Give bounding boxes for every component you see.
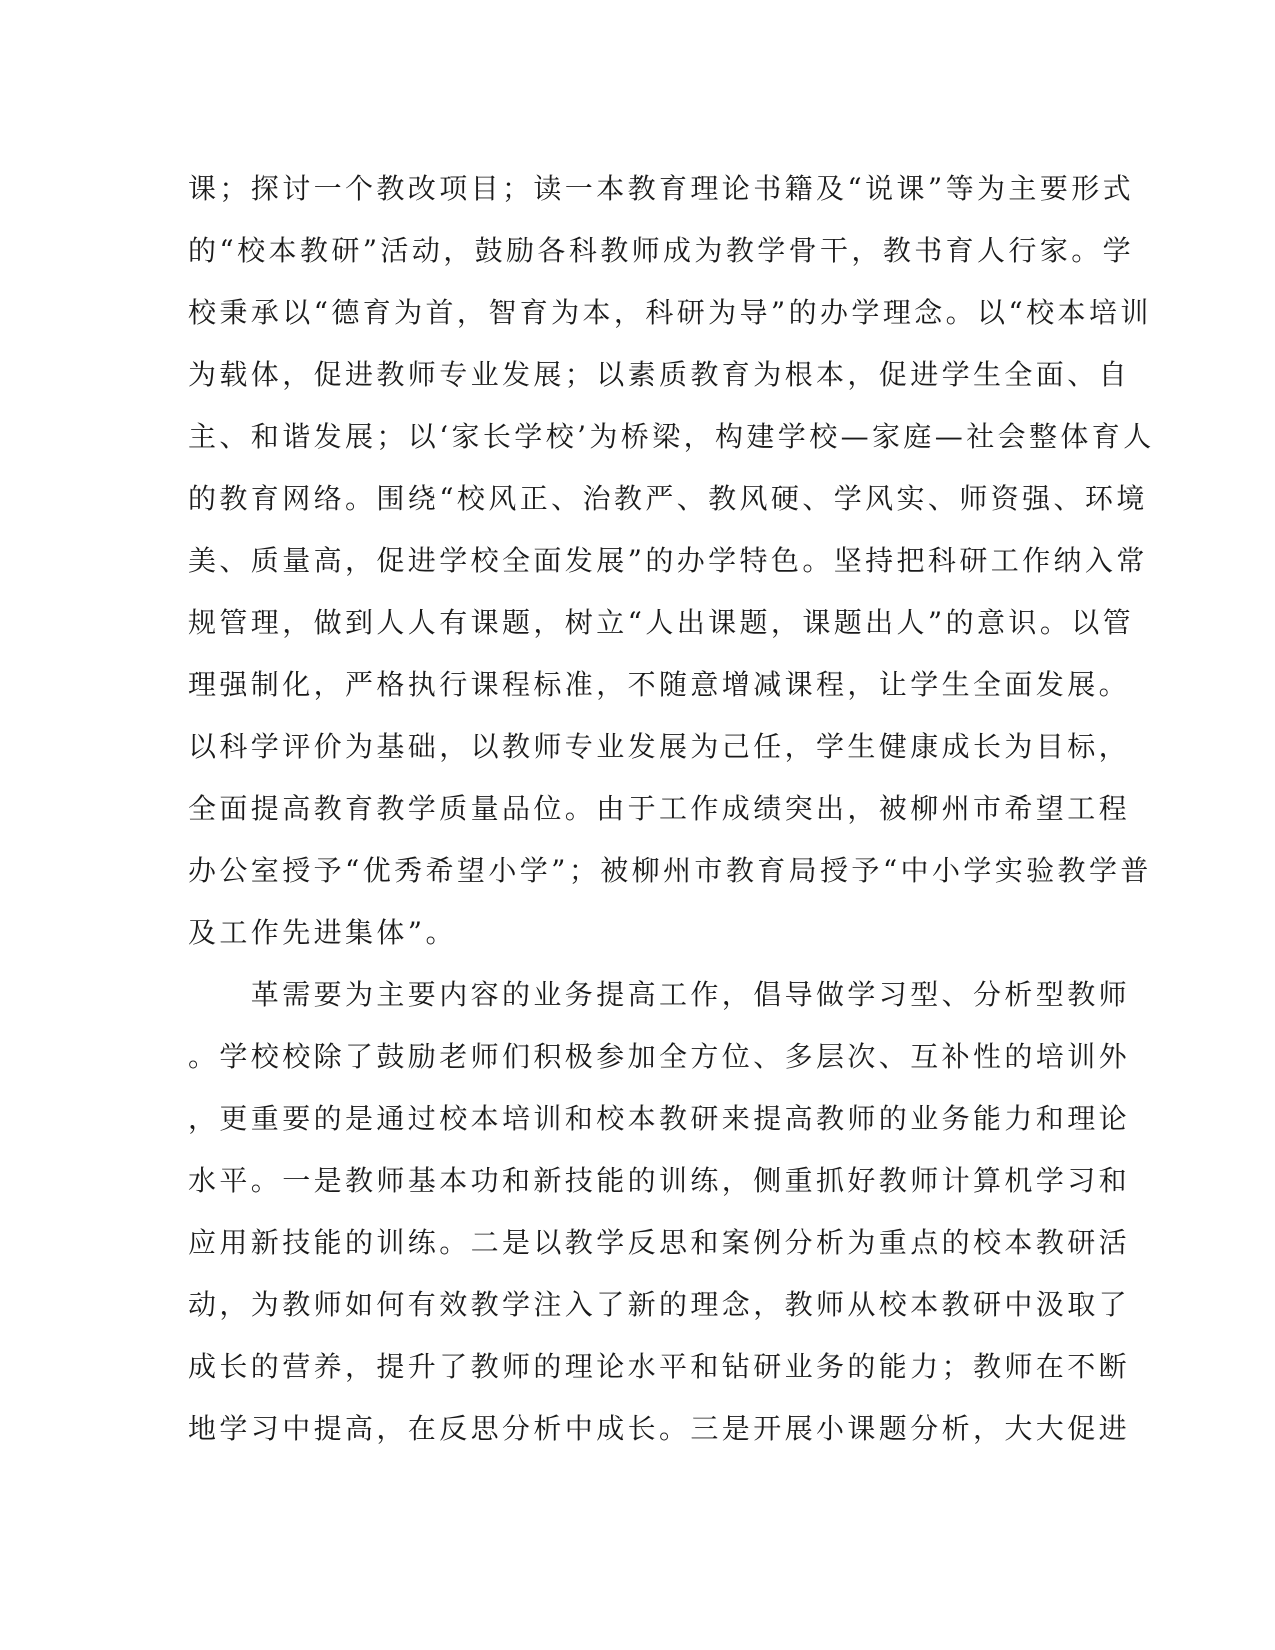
paragraph-1-line: 为载体，促进教师专业发展；以素质教育为根本，促进学生全面、自	[188, 358, 1131, 391]
paragraph-2-line: 地学习中提高，在反思分析中成长。三是开展小课题分析，大大促进	[188, 1412, 1131, 1445]
paragraph-1-line: 及工作先进集体”。	[188, 916, 457, 949]
paragraph-1-line: 以科学评价为基础，以教师专业发展为己任，学生健康成长为目标，	[188, 730, 1131, 763]
paragraph-2-line: 动，为教师如何有效教学注入了新的理念，教师从校本教研中汲取了	[188, 1288, 1131, 1321]
paragraph-2	[188, 964, 1131, 1460]
paragraph-1-line: 主、和谐发展；以‘家长学校’为桥梁，构建学校—家庭—社会整体育人	[188, 420, 1155, 453]
paragraph-1-line: 美、质量高，促进学校全面发展”的办学特色。坚持把科研工作纳入常	[188, 544, 1148, 577]
paragraph-1-line: 课；探讨一个教改项目；读一本教育理论书籍及“说课”等为主要形式	[188, 172, 1135, 205]
paragraph-1	[188, 158, 1155, 964]
paragraph-2-line: 应用新技能的训练。二是以教学反思和案例分析为重点的校本教研活	[188, 1226, 1131, 1259]
paragraph-1-line: 理强制化，严格执行课程标准，不随意增减课程，让学生全面发展。	[188, 668, 1131, 701]
paragraph-2-line: 成长的营养，提升了教师的理论水平和钻研业务的能力；教师在不断	[188, 1350, 1131, 1383]
paragraph-1-line: 办公室授予“优秀希望小学”；被柳州市教育局授予“中小学实验教学普	[188, 854, 1152, 887]
paragraph-1-line: 规管理，做到人人有课题，树立“人出课题，课题出人”的意识。以管	[188, 606, 1135, 639]
paragraph-2-line: 革需要为主要内容的业务提高工作，倡导做学习型、分析型教师	[188, 978, 1131, 1011]
paragraph-1-line: 的教育网络。围绕“校风正、治教严、教风硬、学风实、师资强、环境	[188, 482, 1148, 515]
paragraph-1-line: 校秉承以“德育为首，智育为本，科研为导”的办学理念。以“校本培训	[188, 296, 1152, 329]
paragraph-1-line: 全面提高教育教学质量品位。由于工作成绩突出，被柳州市希望工程	[188, 792, 1131, 825]
paragraph-2-line: 。学校校除了鼓励老师们积极参加全方位、多层次、互补性的培训外	[188, 1040, 1131, 1073]
paragraph-1-line: 的“校本教研”活动，鼓励各科教师成为教学骨干，教书育人行家。学	[188, 234, 1135, 267]
paragraph-2-line: ，更重要的是通过校本培训和校本教研来提高教师的业务能力和理论	[188, 1102, 1131, 1135]
paragraph-2-line: 水平。一是教师基本功和新技能的训练，侧重抓好教师计算机学习和	[188, 1164, 1131, 1197]
